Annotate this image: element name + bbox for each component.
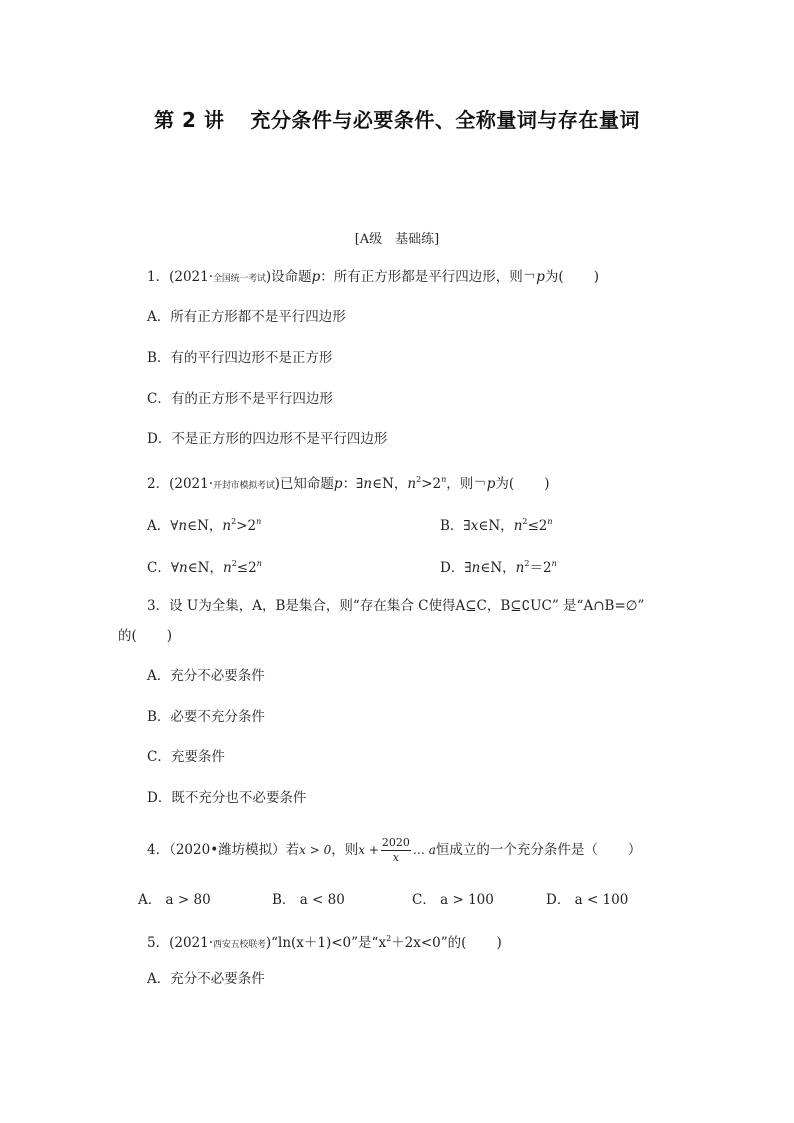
q2-var-p2: p	[486, 476, 496, 492]
q2-text-c: ，则￢	[446, 476, 487, 492]
q2-expn: n	[441, 475, 447, 484]
q3-option-d: D．既不充分也不必要条件	[147, 790, 307, 806]
q5-text-a: )“ln(x＋1)<0”是“x	[265, 935, 387, 951]
q4-option-d: D． a < 100	[546, 892, 629, 908]
q1-text-b: ：所有正方形都是平行四边形，则	[320, 269, 523, 285]
q1-option-c: C．有的正方形不是平行四边形	[147, 391, 333, 407]
lecture-topic: 充分条件与必要条件、全称量词与存在量词	[250, 108, 640, 132]
q4-frac-num: 2020	[381, 836, 410, 849]
q4-option-b: B． a < 80	[272, 892, 345, 908]
q2a-rel: >2	[236, 518, 257, 534]
q5-number: 5．(2021·	[147, 935, 214, 951]
q2c-e1: 2	[231, 559, 237, 568]
q4-mid: ，则	[331, 842, 359, 858]
q2-option-b	[440, 512, 553, 536]
q1-source: 全国统一考试	[213, 274, 266, 284]
q2c-mid: ∈N，	[187, 560, 223, 576]
q1-option-b: B．有的平行四边形不是正方形	[147, 350, 333, 366]
q2-var-n: n	[363, 476, 373, 492]
q2d-v2: n	[515, 560, 525, 576]
q2a-v1: n	[178, 518, 188, 534]
q2b-rel: ≤2	[527, 518, 548, 534]
lecture-number: 第 2 讲	[154, 108, 225, 132]
q4-suffix: 恒成立的一个充分条件是（	[435, 842, 598, 858]
q2d-rel: ＝2	[529, 560, 552, 576]
q3-line2-a: 的(	[118, 628, 137, 644]
q2d-v1: n	[471, 560, 481, 576]
q2a-e2: n	[256, 517, 262, 526]
page-title	[0, 104, 794, 133]
q2-text-d: 为(	[495, 476, 515, 492]
q3-line2-b: )	[166, 628, 173, 644]
q2a-v2: n	[222, 518, 232, 534]
q2-option-d	[440, 554, 557, 578]
q2-gt: >2	[421, 476, 442, 492]
q5-option-a: A．充分不必要条件	[147, 971, 265, 987]
q2c-v1: n	[178, 560, 188, 576]
q2a-mid: ∈N，	[187, 518, 223, 534]
q2-var-p: p	[333, 476, 343, 492]
q2b-mid: ∈N，	[478, 518, 514, 534]
q2d-pre: D．∃	[440, 560, 472, 576]
q2-exp2: 2	[416, 475, 422, 484]
q1-option-a: A．所有正方形都不是平行四边形	[147, 309, 346, 325]
question-1	[147, 267, 599, 289]
q1-var-p2: p	[536, 269, 545, 285]
q2-source: 开封市模拟考试	[213, 481, 275, 491]
q2a-e1: 2	[231, 517, 237, 526]
q4-close: ）	[627, 842, 642, 858]
question-3-line-2	[118, 626, 172, 646]
q2c-rel: ≤2	[236, 560, 257, 576]
question-5	[147, 929, 502, 955]
question-2	[147, 470, 549, 496]
q1-number: 1．(2021·	[147, 269, 214, 285]
q4-option-c: C． a > 100	[412, 892, 494, 908]
q5-exp: 2	[386, 934, 392, 943]
q2d-e2: n	[551, 559, 557, 568]
q5-source: 西安五校联考	[213, 940, 266, 950]
q2b-v1: x	[470, 518, 479, 534]
q4-frac-den: x	[392, 851, 400, 864]
q4-expr-x: x +	[358, 843, 379, 857]
q1-neg-symbol: ￢	[522, 269, 537, 285]
q4-option-a: A． a > 80	[138, 892, 211, 908]
q1-var-p: p	[311, 269, 321, 285]
q1-text-c: 为(	[544, 269, 564, 285]
q2a-pre: A．∀	[147, 518, 179, 534]
q2b-pre: B．∃	[440, 518, 471, 534]
q2c-pre: C．∀	[147, 560, 179, 576]
q2-in-n: ∈N，	[372, 476, 408, 492]
q2-option-a	[147, 512, 261, 536]
q1-close: )	[593, 269, 599, 285]
q4-condition: x > 0	[299, 843, 332, 857]
question-3-line-1: 3．设 U为全集，A，B是集合，则“存在集合 C使得A⊆C，B⊆∁UC” 是“A∩B=∅”	[147, 598, 645, 614]
q1-option-d: D．不是正方形的四边形不是平行四边形	[147, 431, 388, 447]
question-4	[147, 836, 641, 865]
q2b-e1: 2	[522, 517, 528, 526]
q2-number: 2．(2021·	[147, 476, 214, 492]
q4-prefix: 4．（2020•潍坊模拟）若	[147, 842, 300, 858]
q2-text-b: ：∃	[342, 476, 364, 492]
q4-expr-tail: … a	[412, 843, 436, 857]
section-heading: [A级 基础练]	[354, 232, 440, 247]
q2d-mid: ∈N，	[480, 560, 516, 576]
q2c-e2: n	[256, 559, 262, 568]
q3-option-b: B．必要不充分条件	[147, 709, 265, 725]
q3-option-c: C．充要条件	[147, 749, 225, 765]
q2d-e1: 2	[524, 559, 530, 568]
q1-text-a: )设命题	[265, 269, 312, 285]
q2b-v2: n	[513, 518, 523, 534]
q2b-e2: n	[547, 517, 553, 526]
q2-close: )	[544, 476, 550, 492]
q5-close: )	[496, 935, 502, 951]
q3-option-a: A．充分不必要条件	[147, 668, 265, 684]
q4-fraction	[381, 836, 411, 865]
q2c-v2: n	[223, 560, 232, 576]
q2-var-n2: n	[407, 476, 417, 492]
q2-text-a: )已知命题	[274, 476, 334, 492]
q5-text-b: ＋2x<0”的(	[391, 935, 467, 951]
q2-option-c	[147, 554, 262, 578]
